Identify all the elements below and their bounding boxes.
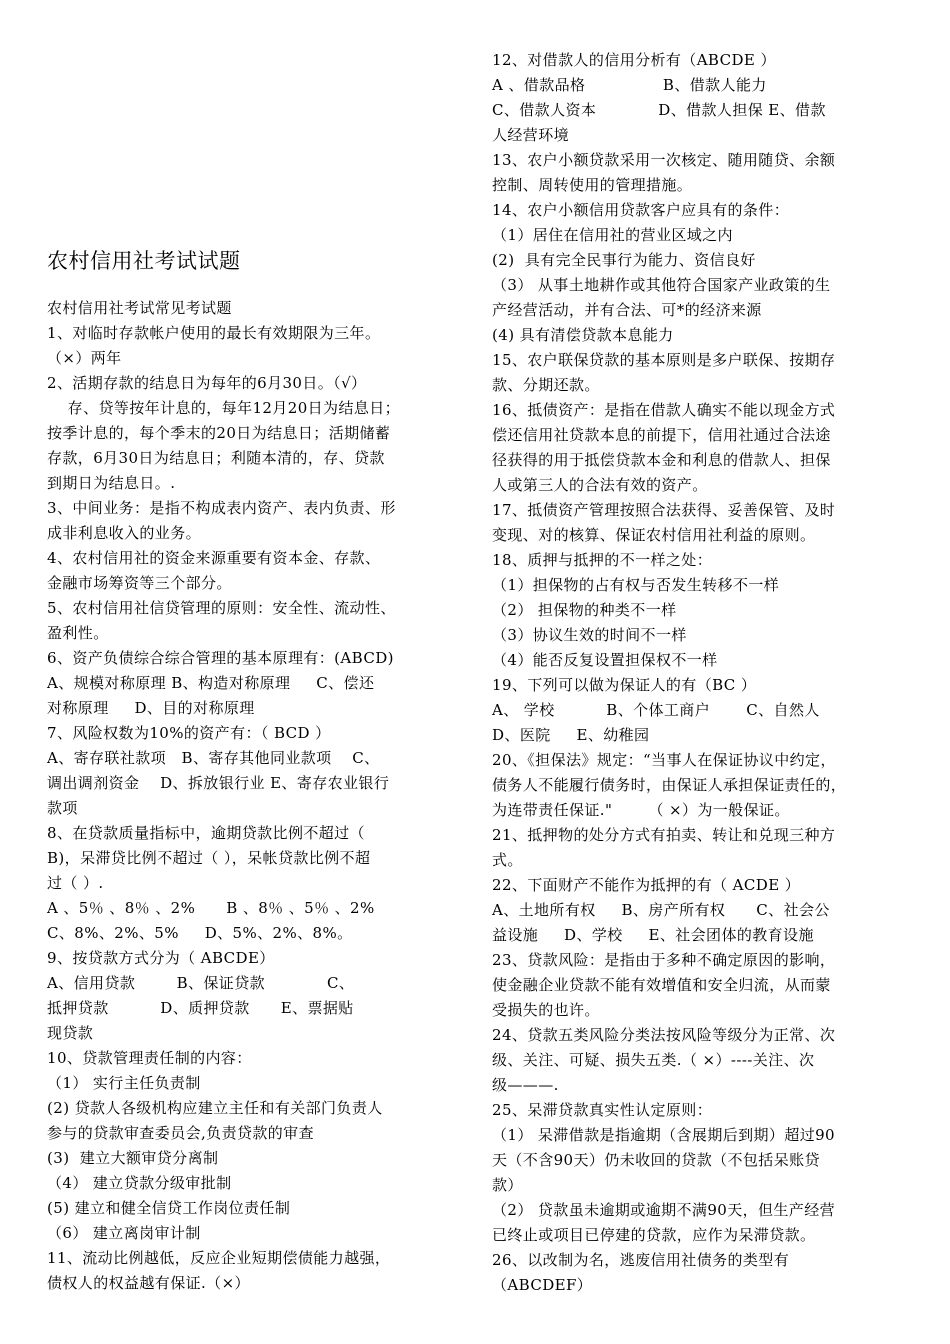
text-line: A、信用贷款 B、保证贷款 C、 — [47, 974, 355, 992]
text-line: 偿还信用社贷款本息的前提下，信用社通过合法途 — [492, 426, 831, 444]
text-line: 益设施 D、学校 E、社会团体的教育设施 — [492, 926, 814, 944]
document-title: 农村信用社考试试题 — [47, 249, 241, 273]
text-line: (2) 贷款人各级机构应建立主任和有关部门负责人 — [47, 1099, 383, 1117]
text-line: 9、按贷款方式分为（ ABCDE） — [47, 949, 275, 967]
text-line: 存款，6月30日为结息日；利随本清的，存、贷款 — [47, 449, 385, 467]
text-line: 级、关注、可疑、损失五类.（ ×）----关注、次 — [492, 1051, 815, 1069]
text-line: 级———. — [492, 1076, 559, 1094]
text-line: A、 学校 B、个体工商户 C、自然人 — [492, 701, 820, 719]
text-line: 12、对借款人的信用分析有（ABCDE ） — [492, 51, 776, 69]
text-line: 17、抵债资产管理按照合法获得、妥善保管、及时 — [492, 501, 836, 519]
text-line: 1、对临时存款帐户使用的最长有效期限为三年。 — [47, 324, 381, 342]
text-line: 按季计息的，每个季末的20日为结息日；活期储蓄 — [47, 424, 391, 442]
text-line: （2） 担保物的种类不一样 — [492, 601, 677, 619]
text-line: A 、借款品格 B、借款人能力 — [492, 76, 767, 94]
text-line: 2、活期存款的结息日为每年的6月30日。（√） — [47, 374, 367, 392]
text-line: （×）两年 — [47, 349, 122, 367]
text-line: 24、贷款五类风险分类法按风险等级分为正常、次 — [492, 1026, 836, 1044]
text-line: （1） 实行主任负责制 — [47, 1074, 201, 1092]
text-line: 债权人的权益越有保证.（×） — [47, 1274, 250, 1292]
text-line: 人经营环境 — [492, 126, 570, 144]
text-line: 现贷款 — [47, 1024, 94, 1042]
text-line: (5) 建立和健全信贷工作岗位责任制 — [47, 1199, 291, 1217]
text-line: (3) 建立大额审贷分离制 — [47, 1149, 219, 1167]
text-line: 25、呆滞贷款真实性认定原则： — [492, 1101, 713, 1119]
text-line: （1）居住在信用社的营业区域之内 — [492, 226, 733, 244]
text-line: 变现、对的核算、保证农村信用社利益的原则。 — [492, 526, 816, 544]
text-line: 对称原理 D、目的对称原理 — [47, 699, 255, 717]
text-line: （2） 贷款虽未逾期或逾期不满90天，但生产经营 — [492, 1201, 836, 1219]
text-line: 10、贷款管理责任制的内容： — [47, 1049, 252, 1067]
text-line: 款、分期还款。 — [492, 376, 600, 394]
text-line: （ABCDEF） — [492, 1276, 593, 1294]
text-line: 使金融企业贷款不能有效增值和安全归流，从而蒙 — [492, 976, 831, 994]
text-line: （6） 建立离岗审计制 — [47, 1224, 201, 1242]
text-line: （1） 呆滞借款是指逾期（含展期后到期）超过90 — [492, 1126, 836, 1144]
text-line: 成非利息收入的业务。 — [47, 524, 202, 542]
text-line: 产经营活动，并有合法、可*的经济来源 — [492, 301, 762, 319]
text-line: 19、下列可以做为保证人的有（BC ） — [492, 676, 757, 694]
text-line: 过（ ）. — [47, 874, 104, 892]
text-line: C、借款人资本 D、借款人担保 E、借款 — [492, 101, 826, 119]
text-line: （4）能否反复设置担保权不一样 — [492, 651, 718, 669]
text-line: 20、《担保法》规定：“当事人在保证协议中约定， — [492, 751, 836, 769]
text-line: 到期日为结息日。. — [47, 474, 176, 492]
text-line: 6、资产负债综合综合管理的基本原理有：(ABCD) — [47, 649, 394, 667]
text-line: 22、下面财产不能作为抵押的有（ ACDE ） — [492, 876, 801, 894]
text-line: 已终止或项目已停建的贷款，应作为呆滞贷款。 — [492, 1226, 816, 1244]
text-line: 径获得的用于抵偿贷款本金和利息的借款人、担保 — [492, 451, 831, 469]
text-line: 款项 — [47, 799, 78, 817]
text-line: 4、农村信用社的资金来源重要有资本金、存款、 — [47, 549, 381, 567]
text-line: A、规模对称原理 B、构造对称原理 C、偿还 — [47, 674, 375, 692]
text-line: 式。 — [492, 851, 523, 869]
text-line: 人或第三人的合法有效的资产。 — [492, 476, 708, 494]
text-line: A、寄存联社款项 B、寄存其他同业款项 C、 — [47, 749, 380, 767]
text-line: 5、农村信用社信贷管理的原则：安全性、流动性、 — [47, 599, 396, 617]
text-line: （4） 建立贷款分级审批制 — [47, 1174, 232, 1192]
text-line: 8、在贷款质量指标中，逾期贷款比例不超过（ — [47, 824, 365, 842]
text-line: 13、农户小额贷款采用一次核定、随用随贷、余额 — [492, 151, 836, 169]
text-line: 金融市场筹资等三个部分。 — [47, 574, 232, 592]
text-line: 21、抵押物的处分方式有拍卖、转让和兑现三种方 — [492, 826, 836, 844]
text-line: 农村信用社考试常见考试题 — [47, 299, 232, 317]
text-line: 参与的贷款审查委员会,负责贷款的审查 — [47, 1124, 314, 1142]
text-line: 存、贷等按年计息的，每年12月20日为结息日； — [47, 399, 401, 417]
text-line: (2) 具有完全民事行为能力、资信良好 — [492, 251, 756, 269]
text-line: 债务人不能履行债务时，由保证人承担保证责任的， — [492, 776, 847, 794]
text-line: 7、风险权数为10%的资产有：（ BCD ） — [47, 724, 331, 742]
text-line: A、土地所有权 B、房产所有权 C、社会公 — [492, 901, 830, 919]
text-line: 抵押贷款 D、质押贷款 E、票据贴 — [47, 999, 354, 1017]
text-line: C、8%、2%、5% D、5%、2%、8%。 — [47, 924, 353, 942]
text-line: A 、5％ 、8％ 、2% B 、8％ 、5％ 、2% — [47, 899, 375, 917]
text-line: （1）担保物的占有权与否发生转移不一样 — [492, 576, 780, 594]
text-line: 16、抵债资产：是指在借款人确实不能以现金方式 — [492, 401, 836, 419]
text-line: 14、农户小额信用贷款客户应具有的条件： — [492, 201, 790, 219]
text-line: （3）协议生效的时间不一样 — [492, 626, 687, 644]
text-line: 18、质押与抵押的不一样之处： — [492, 551, 713, 569]
text-line: 26、以改制为名，逃废信用社债务的类型有 — [492, 1251, 790, 1269]
text-line: 11、流动比例越低，反应企业短期偿债能力越强， — [47, 1249, 391, 1267]
text-line: 为连带责任保证." （ ×）为一般保证。 — [492, 801, 790, 819]
text-line: 款） — [492, 1176, 523, 1194]
text-line: 受损失的也许。 — [492, 1001, 600, 1019]
text-line: （3） 从事土地耕作或其他符合国家产业政策的生 — [492, 276, 831, 294]
text-line: 天（不含90天）仍未收回的贷款（不包括呆账贷 — [492, 1151, 820, 1169]
text-line: 控制、周转使用的管理措施。 — [492, 176, 693, 194]
text-line: 调出调剂资金 D、拆放银行业 E、寄存农业银行 — [47, 774, 390, 792]
text-line: D、医院 E、幼稚园 — [492, 726, 650, 744]
text-line: 盈利性。 — [47, 624, 109, 642]
text-line: 23、贷款风险：是指由于多种不确定原因的影响， — [492, 951, 836, 969]
text-line: 3、中间业务：是指不构成表内资产、表内负责、形 — [47, 499, 396, 517]
text-line: 15、农户联保贷款的基本原则是多户联保、按期存 — [492, 351, 836, 369]
text-line: (4) 具有清偿贷款本息能力 — [492, 326, 674, 344]
text-line: B)，呆滞贷比例不超过（ ），呆帐贷款比例不超 — [47, 849, 371, 867]
